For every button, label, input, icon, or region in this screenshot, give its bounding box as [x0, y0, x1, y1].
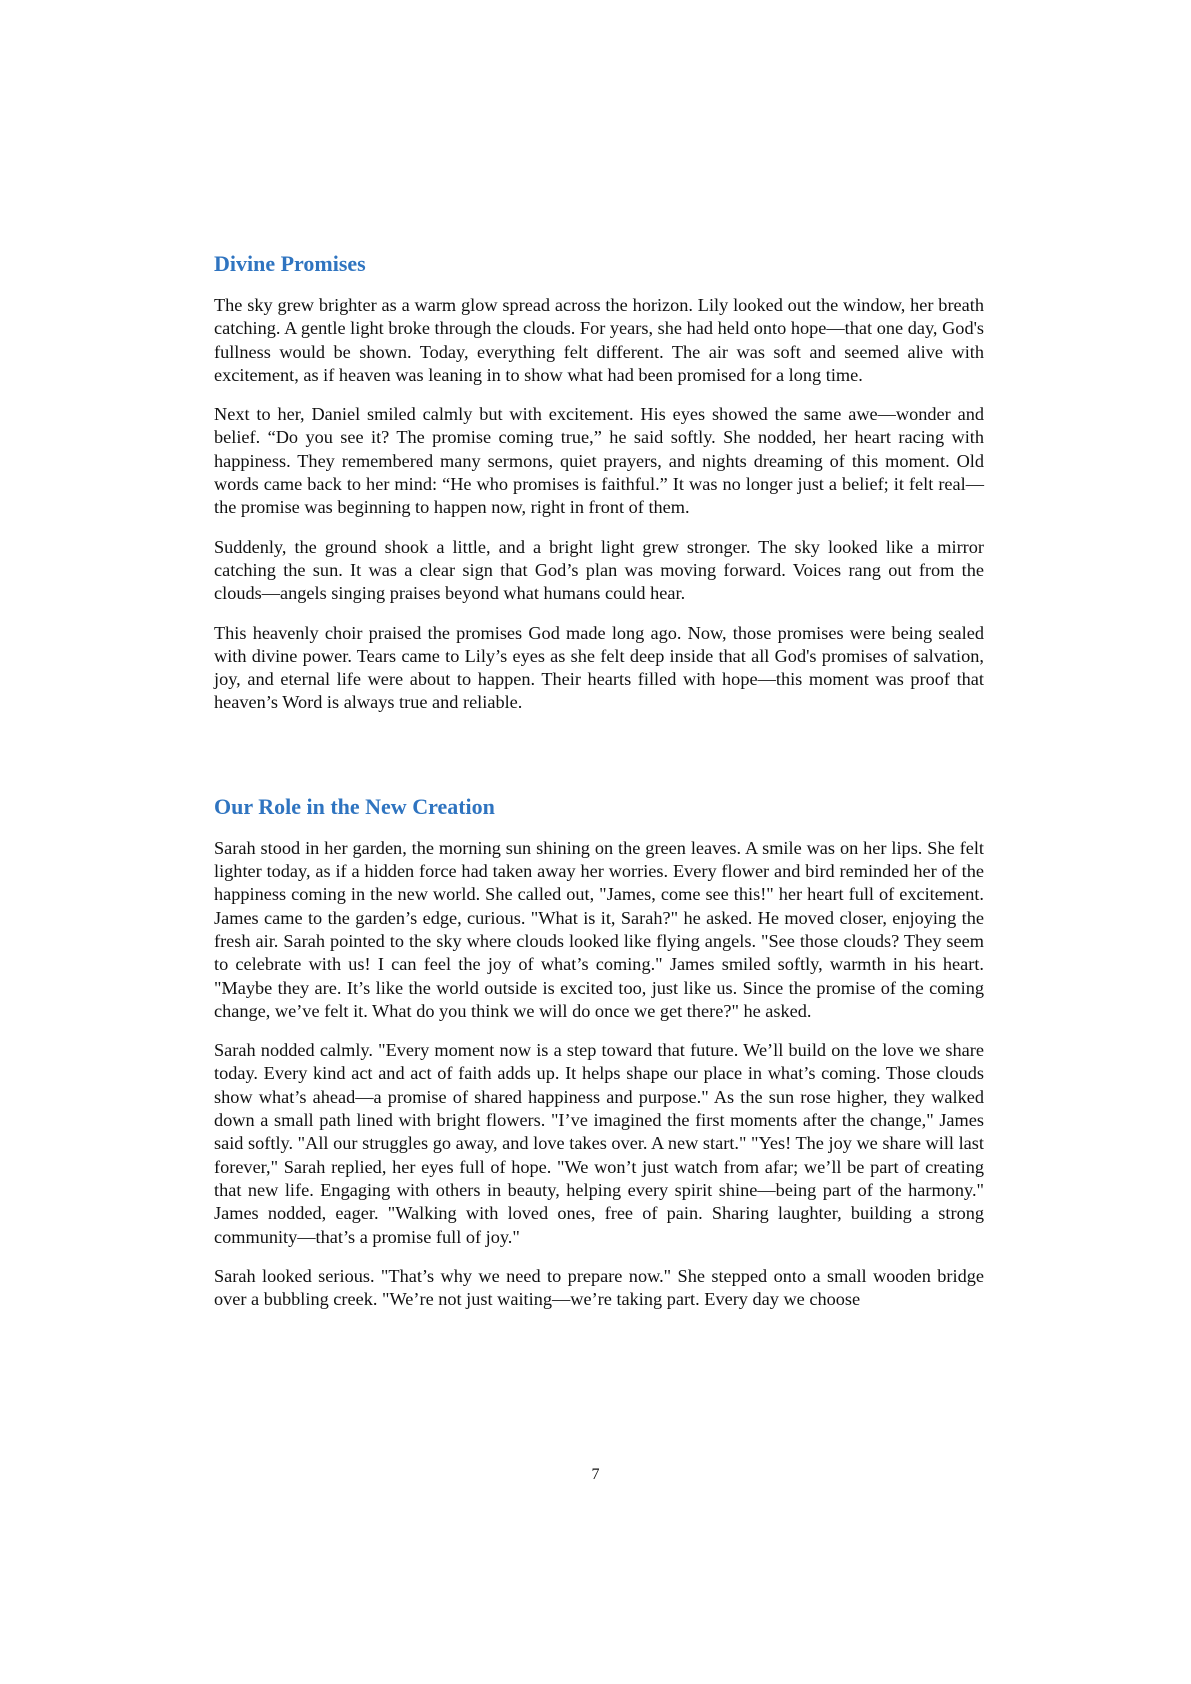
paragraph: Next to her, Daniel smiled calmly but with excitement. His eyes showed the same awe—wonder and belief. “Do you see it? The promise coming true,” he said softly. She nodded, her heart racing with happiness. They remembered many sermons, quiet prayers, and nights dreaming of this moment. Old words came back to her mind: “He who promises is faithful.” It was no longer just a belief; it felt real—the promise was beginning to happen now, right in front of them. — [214, 404, 984, 518]
paragraph: Sarah nodded calmly. "Every moment now is a step toward that future. We’ll build on the love we share today. Every kind act and act of faith adds up. It helps shape our place in what’s coming. Those clouds show what’s ahead—a promise of shared happiness and purpose." As the sun rose higher, they walked down a small path lined with bright flowers. "I’ve imagined the first moments after the change," James said softly. "All our struggles go away, and love takes over. A new start." "Yes! The joy we share will last forever," Sarah replied, her eyes full of hope. "We won’t just watch from afar; we’ll be part of creating that new life. Engaging with others in beauty, helping every spirit shine—being part of the harmony." James nodded, eager. "Walking with loved ones, free of pain. Sharing laughter, building a strong community—that’s a promise full of joy." — [214, 1040, 984, 1247]
paragraph: Sarah stood in her garden, the morning sun shining on the green leaves. A smile was on her lips. She felt lighter today, as if a hidden force had taken away her worries. Every flower and bird reminded her of the happiness coming in the new world. She called out, "James, come see this!" her heart full of excitement. James came to the garden’s edge, curious. "What is it, Sarah?" he asked. He moved closer, enjoying the fresh air. Sarah pointed to the sky where clouds looked like flying angels. "See those clouds? They seem to celebrate with us! I can feel the joy of what’s coming." James smiled softly, warmth in his heart. "Maybe they are. It’s like the world outside is excited too, just like us. Since the promise of the coming change, we’ve felt it. What do you think we will do once we get there?" he asked. — [214, 837, 984, 1021]
section-heading-our-role: Our Role in the New Creation — [214, 793, 495, 819]
paragraph: Suddenly, the ground shook a little, and a bright light grew stronger. The sky looked like a mirror catching the sun. It was a clear sign that God’s plan was moving forward. Voices rang out from the clouds—angels singing praises beyond what humans could hear. — [214, 536, 984, 604]
section-heading-divine-promises: Divine Promises — [214, 251, 366, 276]
paragraph: This heavenly choir praised the promises God made long ago. Now, those promises were being sealed with divine power. Tears came to Lily’s eyes as she felt deep inside that all God's promises of salvation, joy, and eternal life were about to happen. Their hearts filled with hope—this moment was proof that heaven’s Word is always true and reliable. — [214, 622, 984, 713]
page-content — [214, 250, 984, 1327]
paragraph: The sky grew brighter as a warm glow spread across the horizon. Lily looked out the window, her breath catching. A gentle light broke through the clouds. For years, she had held onto hope—that one day, God's fullness would be shown. Today, everything felt different. The air was soft and seemed alive with excitement, as if heaven was leaning in to show what had been promised for a long time. — [214, 295, 984, 385]
page-number: 7 — [591, 1466, 600, 1483]
paragraph: Sarah looked serious. "That’s why we need to prepare now." She stepped onto a small wooden bridge over a bubbling creek. "We’re not just waiting—we’re taking part. Every day we choose — [214, 1265, 984, 1310]
